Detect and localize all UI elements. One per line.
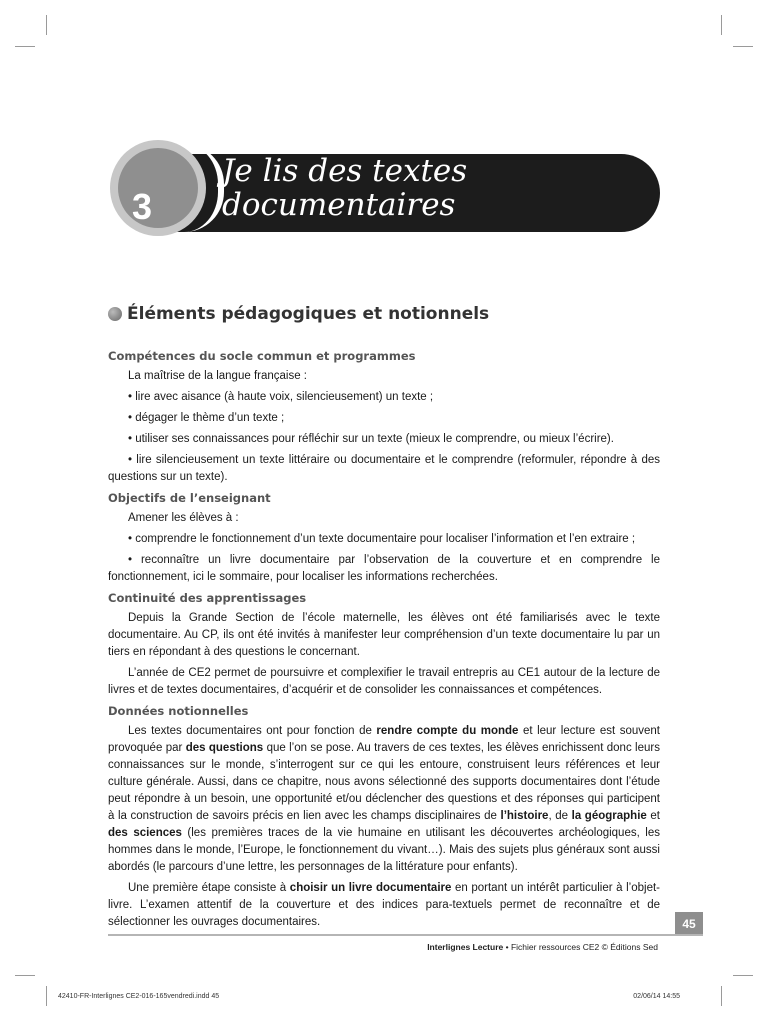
list-item: • comprendre le fonctionnement d’un texte documentaire pour localiser l’information et l’en extraire ; — [128, 533, 636, 545]
footer-rule — [108, 934, 703, 936]
chapter-title — [222, 154, 642, 222]
crop-mark — [733, 46, 753, 47]
bullet-sphere-icon — [108, 307, 122, 321]
objectifs-list — [108, 531, 660, 586]
competences-intro: La maîtrise de la langue française : — [128, 370, 307, 382]
text-run: Une première étape consiste à — [128, 882, 290, 894]
donnees-heading: Données notionnelles — [108, 704, 249, 718]
list-item: • utiliser ses connaissances pour réfléchir sur un texte (mieux le comprendre, ou mieux l’écrire). — [128, 433, 614, 445]
footer-rest: • Fichier ressources CE2 © Éditions Sed — [503, 942, 658, 952]
donnees-paragraph-1 — [108, 723, 660, 876]
print-slug-file: 42410-FR-Interlignes CE2-016-165vendredi.indd 45 — [58, 993, 220, 1000]
main-content — [108, 344, 660, 935]
donnees-paragraph-2 — [108, 880, 660, 931]
text-run: en portant un intérêt particulier à l’objet-livre. L’examen attentif de la couverture et des indices para-textuels permet de reconnaître et de sélectionner les ouvrages documentaires. — [108, 882, 660, 928]
bold-text: rendre compte du monde — [376, 725, 519, 737]
competences-list — [108, 389, 660, 486]
crop-mark — [46, 15, 47, 35]
section-title: Éléments pédagogiques et notionnels — [127, 304, 490, 324]
crop-mark — [733, 975, 753, 976]
bold-text: choisir un livre documentaire — [289, 882, 452, 894]
bold-text: des sciences — [108, 827, 182, 839]
crop-mark — [721, 986, 722, 1006]
chapter-number: 3 — [131, 186, 153, 227]
continuite-heading: Continuité des apprentissages — [108, 591, 307, 605]
list-item: • lire silencieusement un texte littéraire ou documentaire et le comprendre (reformuler, répondre à des questions sur un texte). — [108, 454, 660, 483]
footer-brand: Interlignes Lecture — [427, 942, 504, 952]
list-item: • reconnaître un livre documentaire par l’observation de la couverture et en comprendre le fonctionnement, ici le sommaire, pour localiser les informations recherchées. — [108, 554, 660, 583]
crop-mark — [15, 46, 35, 47]
list-item: • lire avec aisance (à haute voix, silencieusement) un texte ; — [128, 391, 434, 403]
print-slug-date: 02/06/14 14:55 — [633, 993, 680, 1000]
footer-credit — [427, 942, 658, 952]
text-run: que l’on se pose. Au travers de ces textes, les élèves enrichissent donc leurs connaissances sur le monde, s’interrogent sur ce qui les entoure, construisent leurs références et leur culture générale. Aussi, dans ce chapitre, nous avons sélectionné des supports documentaires dont l’étude peut répondre à un besoin, une opportunité et/ou déclencher des questions et des réponses qui participent à la construction de savoirs précis en lien avec les champs disciplinaires de — [108, 742, 660, 822]
chapter-banner — [110, 140, 660, 232]
bold-text: la géographie — [571, 810, 647, 822]
continuite-paragraph-1: Depuis la Grande Section de l’école maternelle, les élèves ont été familiarisés avec le texte documentaire. Au CP, ils ont été invités à manifester leur compréhension d’un texte documentaire lu par un tiers en répondant à des questions le concernant. — [108, 612, 660, 658]
crop-mark — [46, 986, 47, 1006]
text-run: et — [646, 810, 660, 822]
chapter-title-line1: Je lis des textes — [222, 153, 468, 189]
page-number: 45 — [675, 912, 703, 936]
list-item: • dégager le thème d’un texte ; — [128, 412, 285, 424]
text-run: , de — [548, 810, 572, 822]
section-heading — [108, 304, 489, 324]
bold-text: l’histoire — [500, 810, 549, 822]
continuite-paragraph-2: L’année de CE2 permet de poursuivre et complexifier le travail entrepris au CE1 autour de la lecture de livres et de textes documentaires, d’acquérir et de consolider les connaissances et compétences. — [108, 667, 660, 696]
crop-mark — [721, 15, 722, 35]
text-run: et leur lecture est souvent provoquée par — [108, 725, 660, 754]
objectifs-heading: Objectifs de l’enseignant — [108, 491, 271, 505]
text-run: (les premières traces de la vie humaine en utilisant les découvertes archéologiques, les hommes dans le monde, l’Europe, le fonctionnement du vivant…). Mais des sujets plus généraux sont aussi abordés (le parcours d’une lettre, les personnages de la littérature pour enfants). — [108, 827, 660, 873]
crop-mark — [15, 975, 35, 976]
competences-heading: Compétences du socle commun et programmes — [108, 349, 416, 363]
bold-text: des questions — [185, 742, 264, 754]
text-run: Les textes documentaires ont pour fonction de — [128, 725, 377, 737]
objectifs-intro: Amener les élèves à : — [128, 512, 239, 524]
chapter-title-line2: documentaires — [222, 187, 456, 223]
